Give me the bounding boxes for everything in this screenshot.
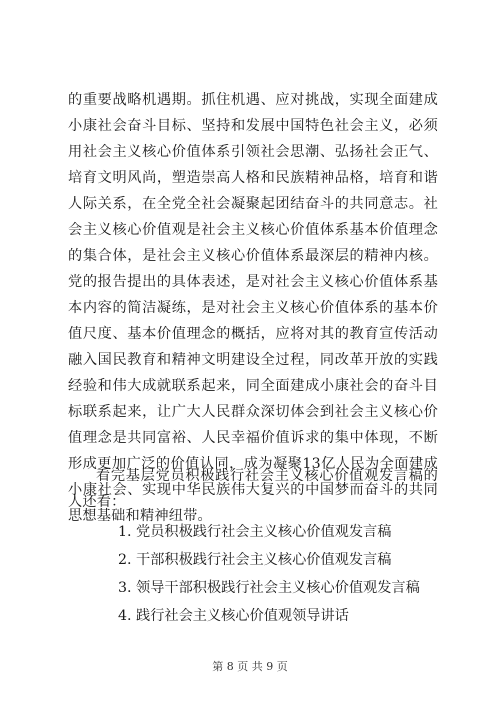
related-item-4[interactable]: 4. 践行社会主义核心价值观领导讲话	[118, 608, 349, 624]
related-item-3[interactable]: 3. 领导干部积极践行社会主义核心价值观发言稿	[118, 580, 420, 596]
related-intro: 看完基层党员积极践行社会主义核心价值观发言稿的人还看：	[68, 468, 438, 510]
related-item-2[interactable]: 2. 干部积极践行社会主义核心价值观发言稿	[118, 552, 392, 568]
related-item-1[interactable]: 1. 党员积极践行社会主义核心价值观发言稿	[118, 524, 392, 540]
body-paragraph: 的重要战略机遇期。抓住机遇、应对挑战，实现全面建成小康社会奋斗目标、坚持和发展中国特色社会主义，必须用社会主义核心价值体系引领社会思潮、弘扬社会正气、培育文明风尚，塑造崇高人格和民族精神品格，培育和谐人际关系，在全党全社会凝聚起团结奋斗的共同意志。社会主义核心价值观是社会主义核心价值体系基本价值理念的集合体，是社会主义核心价值体系最深层的精神内核。党的报告提出的具体表述，是对社会主义核心价值体系基本内容的简洁凝练，是对社会主义核心价值体系的基本价值尺度、基本价值理念的概括，应将对其的教育宣传活动融入国民教育和精神文明建设全过程，同改革开放的实践经验和伟大成就联系起来，同全面建成小康社会的奋斗目标联系起来，让广大人民群众深切体会到社会主义核心价值理念是共同富裕、人民幸福价值诉求的集中体现，不断形成更加广泛的价值认同，成为凝聚13亿人民为全面建成小康社会、实现中华民族伟大复兴的中国梦而奋斗的共同思想基础和精神纽带。	[68, 92, 438, 524]
related-list	[118, 518, 420, 630]
page-footer: 第 8 页 共 9 页	[212, 660, 288, 673]
